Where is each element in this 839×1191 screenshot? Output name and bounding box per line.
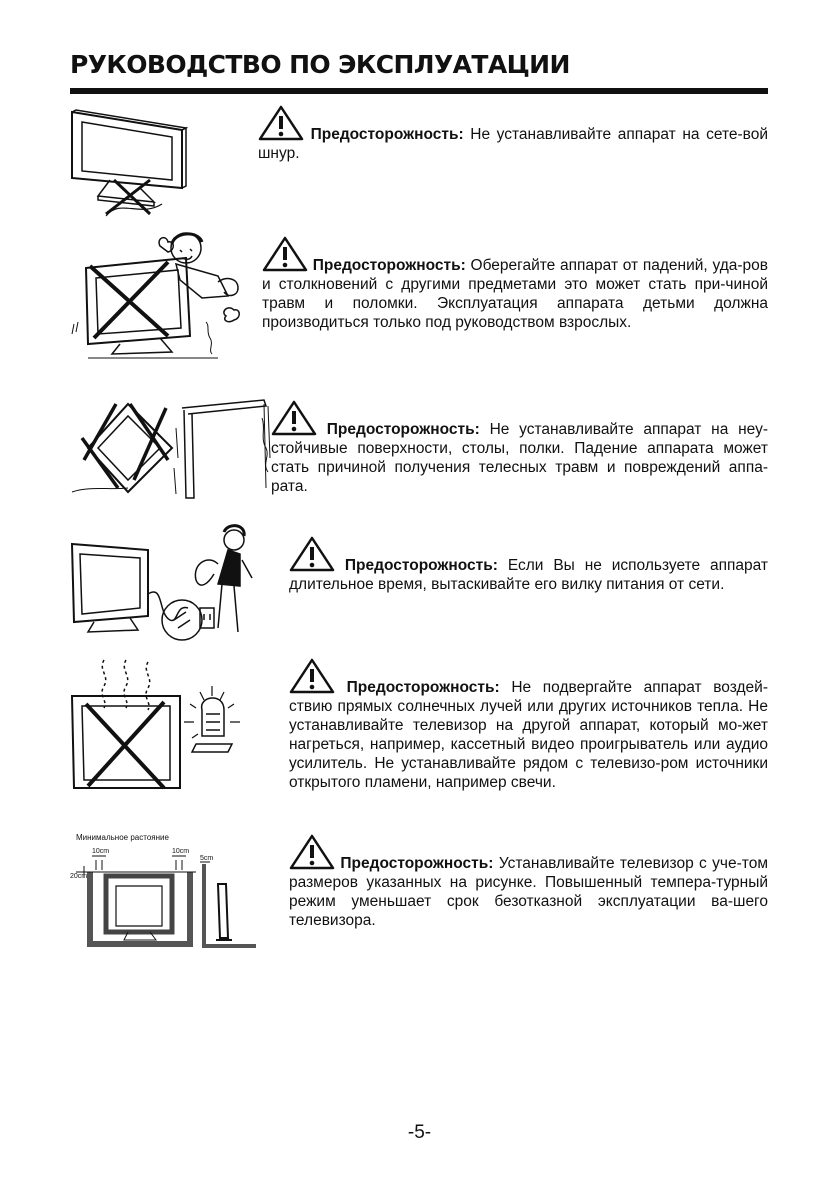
- back-gap-label: 5cm: [200, 855, 214, 862]
- clearance-caption: Минимальное растояние: [76, 833, 169, 842]
- warning-triangle-icon: [271, 400, 317, 436]
- illustration-unstable-surface: [68, 398, 272, 502]
- caution-label: Предосторожность:: [312, 257, 466, 274]
- warning-text: Не устанавливайте аппарат на сете-вой шнур.: [258, 126, 769, 162]
- illustration-clearance-diagram: [66, 828, 260, 958]
- warning-1: [258, 105, 768, 163]
- caution-label: Предосторожность:: [326, 421, 480, 438]
- warning-3: [271, 400, 768, 496]
- warning-triangle-icon: [289, 536, 335, 572]
- caution-label: Предосторожность:: [310, 126, 464, 143]
- warning-triangle-icon: [258, 105, 304, 141]
- page-title: РУКОВОДСТВО ПО ЭКСПЛУАТАЦИИ: [70, 50, 570, 79]
- warning-text: Устанавливайте телевизор с уче-том размеров указанных на рисунке. Повышенный темпера-турный режим уменьшает срок безотказной эксплуатации ва-шего телевизора.: [289, 855, 768, 929]
- page-number: -5-: [407, 1122, 432, 1143]
- warning-2: [262, 236, 768, 332]
- warning-text: Не устанавливайте аппарат на неу-стойчивые поверхности, столы, полки. Падение аппарата может стать причиной получения телесных травм и повреждений аппа-рата.: [271, 421, 768, 495]
- warning-text: Оберегайте аппарат от падений, уда-ров и столкновений с другими предметами это может стать при-чиной травм и поломки. Эксплуатация аппарата детьми должна производиться только под руководством взрослых.: [262, 257, 768, 331]
- warning-triangle-icon: [262, 236, 308, 272]
- top-gap-label: 20cm: [70, 873, 88, 880]
- left-gap-label: 10cm: [92, 848, 110, 855]
- illustration-tv-on-cord: [70, 108, 190, 220]
- warning-5: [289, 658, 768, 792]
- warning-triangle-icon: [289, 834, 335, 870]
- illustration-heat-source: [68, 656, 264, 798]
- caution-label: Предосторожность:: [344, 557, 498, 574]
- warning-text: Не подвергайте аппарат воздей-ствию прямых солнечных лучей или других источников тепла. Не устанавливайте телевизор на другой аппарат, который мо-жет нагреться, например, кассетный видео проигрыватель или аудио усилитель. Не устанавливайте рядом с телевизо-ром источники открытого пламени, например свечи.: [289, 679, 768, 791]
- warning-text: Если Вы не используете аппарат длительное время, вытаскивайте его вилку питания от сети.: [289, 557, 769, 593]
- illustration-unplug: [68, 524, 264, 644]
- warning-6: [289, 834, 768, 930]
- caution-label: Предосторожность:: [346, 679, 500, 696]
- warning-triangle-icon: [289, 658, 335, 694]
- caution-label: Предосторожность:: [340, 855, 494, 872]
- warning-4: [289, 536, 768, 594]
- right-gap-label: 10cm: [172, 848, 190, 855]
- illustration-falling-tv: [68, 226, 258, 366]
- title-rule: [70, 88, 768, 94]
